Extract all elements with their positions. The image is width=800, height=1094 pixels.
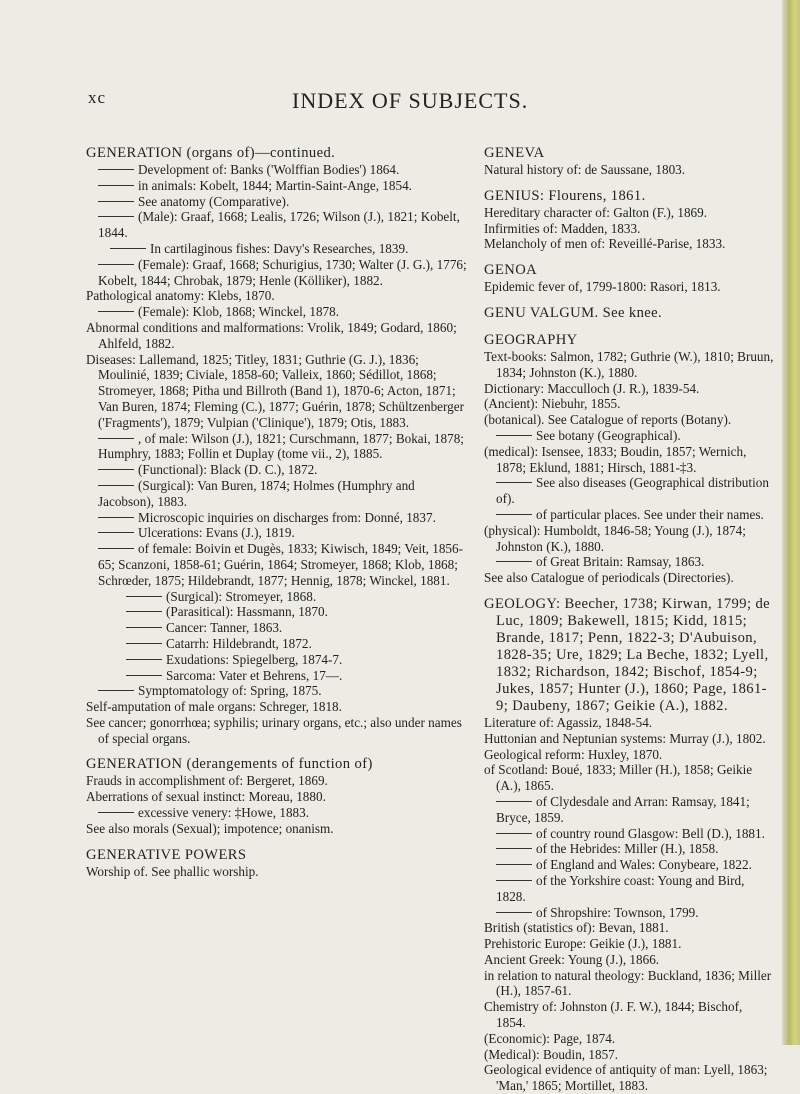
entry-text: See anatomy (Comparative).	[138, 193, 290, 209]
entry-text: Dictionary: Macculloch (J. R.), 1839-54.	[484, 380, 700, 396]
index-entry	[86, 288, 470, 304]
ditto-rule	[98, 485, 134, 486]
index-entry	[484, 841, 774, 857]
entry-text: of Clydesdale and Arran: Ramsay, 1841; Bryce, 1859.	[496, 793, 750, 825]
ditto-rule	[98, 438, 134, 439]
index-entry	[484, 444, 774, 476]
page-header	[0, 88, 800, 116]
ditto-rule	[98, 264, 134, 265]
index-entry	[86, 462, 470, 478]
index-heading	[484, 332, 774, 349]
entry-text: GENIUS: Flourens, 1861.	[484, 187, 646, 204]
entry-text: GENOA	[484, 262, 538, 279]
entry-text: of the Hebrides: Miller (H.), 1858.	[536, 841, 719, 857]
index-entry	[86, 525, 470, 541]
entry-text: GENERATION (derangements of function of)	[86, 756, 373, 773]
entry-text: Geological reform: Huxley, 1870.	[484, 746, 663, 762]
entry-text: Melancholy of men of: Reveillé-Parise, 1833.	[484, 236, 726, 252]
index-entry	[484, 762, 774, 794]
entry-text: of Scotland: Boué, 1833; Miller (H.), 1858; Geikie (A.), 1865.	[484, 762, 753, 794]
ditto-rule	[98, 185, 134, 186]
index-entry	[484, 857, 774, 873]
ditto-rule	[126, 596, 162, 597]
ditto-rule	[496, 482, 532, 483]
entry-text: Catarrh: Hildebrandt, 1872.	[166, 635, 312, 651]
entry-text: (botanical). See Catalogue of reports (Botany).	[484, 412, 732, 428]
entry-text: (Male): Graaf, 1668; Lealis, 1726; Wilson (J.), 1821; Kobelt, 1844.	[98, 209, 460, 241]
entry-text: Pathological anatomy: Klebs, 1870.	[86, 288, 275, 304]
entry-text: Exudations: Spiegelberg, 1874-7.	[166, 651, 343, 667]
index-heading	[484, 145, 774, 162]
index-entry	[86, 715, 470, 747]
index-entry	[86, 668, 470, 684]
entry-text: (Economic): Page, 1874.	[484, 1030, 616, 1046]
entry-text: Diseases: Lallemand, 1825; Titley, 1831; Guthrie (G. J.), 1836; Moulinié, 1839; Civiale, 1858-60; Valleix, 1860; Sédillot, 1868; Stromeyer, 1868; Pitha und Billroth (Band 1), 1870-6; Acton, 1871; Van Buren, 1874; Fleming (C.), 1877; Guérin, 1878; Schültzenberger ('Fragments'), 1879; Vulpian ('Clinique'), 1879; Otis, 1883.	[86, 351, 465, 430]
left-column	[86, 145, 470, 879]
entry-text: (Ancient): Niebuhr, 1855.	[484, 396, 621, 412]
index-entry	[484, 873, 774, 905]
index-entry	[484, 396, 774, 412]
entry-text: GENERATION (organs of)—continued.	[86, 145, 336, 161]
index-entry	[86, 821, 470, 837]
ditto-rule	[496, 561, 532, 562]
ditto-rule	[496, 880, 532, 881]
index-entry	[86, 864, 470, 880]
entry-text: GENEVA	[484, 145, 545, 161]
ditto-rule	[110, 248, 146, 249]
index-entry	[484, 1047, 774, 1063]
entry-text: (physical): Humboldt, 1846-58; Young (J.), 1874; Johnston (K.), 1880.	[484, 522, 746, 554]
entry-text: , of male: Wilson (J.), 1821; Curschmann, 1877; Bokai, 1878; Humphry, 1883; Follin et Duplay (tome vii., 2), 1885.	[98, 430, 464, 462]
entry-text: Huttonian and Neptunian systems: Murray (J.), 1802.	[484, 730, 766, 746]
entry-text: Microscopic inquiries on discharges from: Donné, 1837.	[138, 509, 436, 525]
index-entry	[484, 279, 774, 295]
entry-text: (Surgical): Van Buren, 1874; Holmes (Humphry and Jacobson), 1883.	[98, 477, 415, 509]
entry-text: (Female): Klob, 1868; Winckel, 1878.	[138, 304, 340, 320]
entry-text: of country round Glasgow: Bell (D.), 1881.	[536, 825, 765, 841]
index-entry	[484, 221, 774, 237]
entry-text: Cancer: Tanner, 1863.	[166, 620, 283, 636]
index-entry	[86, 683, 470, 699]
entry-text: See also diseases (Geographical distribution of).	[496, 475, 769, 507]
entry-text: Prehistoric Europe: Geikie (J.), 1881.	[484, 936, 682, 952]
entry-text: (Medical): Boudin, 1857.	[484, 1046, 619, 1062]
index-heading	[86, 145, 470, 162]
page-edge	[782, 0, 800, 1045]
ditto-rule	[98, 517, 134, 518]
index-entry	[484, 920, 774, 936]
index-entry	[86, 541, 470, 588]
index-entry	[86, 352, 470, 431]
ditto-rule	[496, 833, 532, 834]
index-entry	[484, 1062, 774, 1094]
index-entry	[86, 789, 470, 805]
index-entry	[484, 162, 774, 178]
ditto-rule	[496, 801, 532, 802]
index-entry	[86, 194, 470, 210]
entry-text: excessive venery: ‡Howe, 1883.	[138, 805, 310, 821]
ditto-rule	[126, 675, 162, 676]
index-entry	[484, 428, 774, 444]
entry-text: Abnormal conditions and malformations: Vrolik, 1849; Godard, 1860; Ahlfeld, 1882.	[86, 319, 457, 351]
ditto-rule	[496, 514, 532, 515]
entry-text: Worship of. See phallic worship.	[86, 863, 259, 879]
ditto-rule	[496, 848, 532, 849]
index-entry	[484, 731, 774, 747]
index-entry	[484, 794, 774, 826]
index-heading	[484, 188, 774, 205]
ditto-rule	[126, 659, 162, 660]
index-entry	[86, 320, 470, 352]
entry-text: See also morals (Sexual); impotence; onanism.	[86, 820, 334, 836]
entry-text: GEOLOGY: Beecher, 1738; Kirwan, 1799; de Luc, 1809; Bakewell, 1815; Kidd, 1815; Brande, 1817; Penn, 1822-3; D'Aubuison, 1828-35; Ure, 1829; La Beche, 1832; Lyell, 1832; Richardson, 1842; Bischof, 1854-9; Jukes, 1857; Hunter (J.), 1860; Page, 1861-9; Daubeny, 1867; Geikie (A.), 1882.	[484, 595, 771, 714]
index-entry	[86, 620, 470, 636]
entry-text: Hereditary character of: Galton (F.), 1869.	[484, 204, 708, 220]
index-entry	[86, 805, 470, 821]
index-entry	[484, 381, 774, 397]
index-entry	[86, 209, 470, 241]
entry-text: GENU VALGUM. See knee.	[484, 304, 663, 321]
ditto-rule	[126, 643, 162, 644]
index-entry	[484, 475, 774, 507]
index-entry	[86, 304, 470, 320]
entry-text: Literature of: Agassiz, 1848-54.	[484, 714, 653, 730]
entry-text: In cartilaginous fishes: Davy's Researches, 1839.	[150, 240, 409, 256]
entry-text: in relation to natural theology: Buckland, 1836; Miller (H.), 1857-61.	[484, 967, 772, 999]
ditto-rule	[98, 532, 134, 533]
index-entry	[484, 715, 774, 731]
ditto-rule	[98, 812, 134, 813]
index-entry	[484, 936, 774, 952]
index-entry	[484, 968, 774, 1000]
ditto-rule	[98, 169, 134, 170]
index-entry	[484, 1031, 774, 1047]
entry-text: (Parasitical): Hassmann, 1870.	[166, 604, 328, 620]
index-entry	[86, 699, 470, 715]
ditto-rule	[126, 611, 162, 612]
entry-text: (Surgical): Stromeyer, 1868.	[166, 588, 317, 604]
index-entry	[86, 178, 470, 194]
entry-text: Infirmities of: Madden, 1833.	[484, 220, 641, 236]
index-heading	[484, 262, 774, 279]
index-heading	[484, 305, 774, 322]
index-heading	[86, 847, 470, 864]
entry-text: of Great Britain: Ramsay, 1863.	[536, 554, 705, 570]
index-entry	[86, 431, 470, 463]
index-entry	[86, 604, 470, 620]
right-column	[484, 145, 774, 1094]
ditto-rule	[98, 469, 134, 470]
index-entry	[484, 905, 774, 921]
index-entry	[484, 826, 774, 842]
entry-text: Ulcerations: Evans (J.), 1819.	[138, 525, 295, 541]
entry-text: of England and Wales: Conybeare, 1822.	[536, 857, 752, 873]
ditto-rule	[98, 216, 134, 217]
index-heading	[86, 756, 470, 773]
entry-text: See cancer; gonorrhœa; syphilis; urinary organs, etc.; also under names of special organs.	[86, 714, 462, 746]
index-heading	[484, 596, 774, 715]
entry-text: See also Catalogue of periodicals (Directories).	[484, 570, 734, 586]
entry-text: Symptomatology of: Spring, 1875.	[138, 683, 322, 699]
running-title: INDEX OF SUBJECTS.	[292, 88, 529, 113]
entry-text: Chemistry of: Johnston (J. F. W.), 1844; Bischof, 1854.	[484, 999, 743, 1031]
index-entry	[484, 554, 774, 570]
index-entry	[484, 523, 774, 555]
entry-text: Ancient Greek: Young (J.), 1866.	[484, 951, 660, 967]
entry-text: of female: Boivin et Dugès, 1833; Kiwisch, 1849; Veit, 1856-65; Scanzoni, 1858-61; Guérin, 1864; Stromeyer, 1868; Klob, 1868; Schrœder, 1875; Hildebrandt, 1877; Hennig, 1878; Winckel, 1881.	[98, 541, 464, 588]
ditto-rule	[98, 201, 134, 202]
index-entry	[86, 478, 470, 510]
ditto-rule	[496, 435, 532, 436]
index-entry	[484, 412, 774, 428]
index-entry	[484, 999, 774, 1031]
entry-text: Epidemic fever of, 1799-1800: Rasori, 1813.	[484, 279, 721, 295]
index-entry	[86, 241, 470, 257]
index-entry	[86, 510, 470, 526]
index-entry	[484, 205, 774, 221]
index-entry	[86, 589, 470, 605]
entry-text: GENERATIVE POWERS	[86, 846, 247, 863]
ditto-rule	[98, 548, 134, 549]
index-entry	[484, 236, 774, 252]
entry-text: Geological evidence of antiquity of man: Lyell, 1863; 'Man,' 1865; Mortillet, 1883.	[484, 1062, 768, 1094]
entry-text: Text-books: Salmon, 1782; Guthrie (W.), 1810; Bruun, 1834; Johnston (K.), 1880.	[484, 348, 774, 380]
index-entry	[86, 773, 470, 789]
ditto-rule	[496, 864, 532, 865]
entry-text: of the Yorkshire coast: Young and Bird, 1828.	[496, 872, 745, 904]
entry-text: GEOGRAPHY	[484, 331, 578, 348]
index-entry	[484, 747, 774, 763]
entry-text: of particular places. See under their names.	[536, 506, 764, 522]
ditto-rule	[98, 690, 134, 691]
entry-text: (Functional): Black (D. C.), 1872.	[138, 462, 318, 478]
index-entry	[484, 570, 774, 586]
ditto-rule	[98, 311, 134, 312]
entry-text: Self-amputation of male organs: Schreger, 1818.	[86, 699, 342, 715]
entry-text: British (statistics of): Bevan, 1881.	[484, 920, 669, 936]
index-entry	[86, 636, 470, 652]
entry-text: (Female): Graaf, 1668; Schurigius, 1730; Walter (J. G.), 1776; Kobelt, 1844; Chrobak, 1879; Henle (Kölliker), 1882.	[98, 256, 467, 288]
entry-text: Development of: Banks ('Wolffian Bodies') 1864.	[138, 162, 400, 177]
index-entry	[86, 162, 470, 178]
page-number: xc	[88, 88, 107, 107]
entry-text: See botany (Geographical).	[536, 427, 681, 443]
entry-text: Natural history of: de Saussane, 1803.	[484, 162, 686, 177]
ditto-rule	[496, 912, 532, 913]
index-entry	[484, 349, 774, 381]
index-entry	[484, 507, 774, 523]
index-entry	[86, 257, 470, 289]
entry-text: Frauds in accomplishment of: Bergeret, 1869.	[86, 773, 328, 789]
index-entry	[86, 652, 470, 668]
entry-text: Aberrations of sexual instinct: Moreau, 1880.	[86, 789, 326, 805]
entry-text: of Shropshire: Townson, 1799.	[536, 904, 699, 920]
entry-text: (medical): Isensee, 1833; Boudin, 1857; Wernich, 1878; Eklund, 1881; Hirsch, 1881-‡3.	[484, 443, 747, 475]
index-entry	[484, 952, 774, 968]
entry-text: in animals: Kobelt, 1844; Martin-Saint-Ange, 1854.	[138, 177, 412, 193]
ditto-rule	[126, 627, 162, 628]
entry-text: Sarcoma: Vater et Behrens, 17—.	[166, 667, 343, 683]
